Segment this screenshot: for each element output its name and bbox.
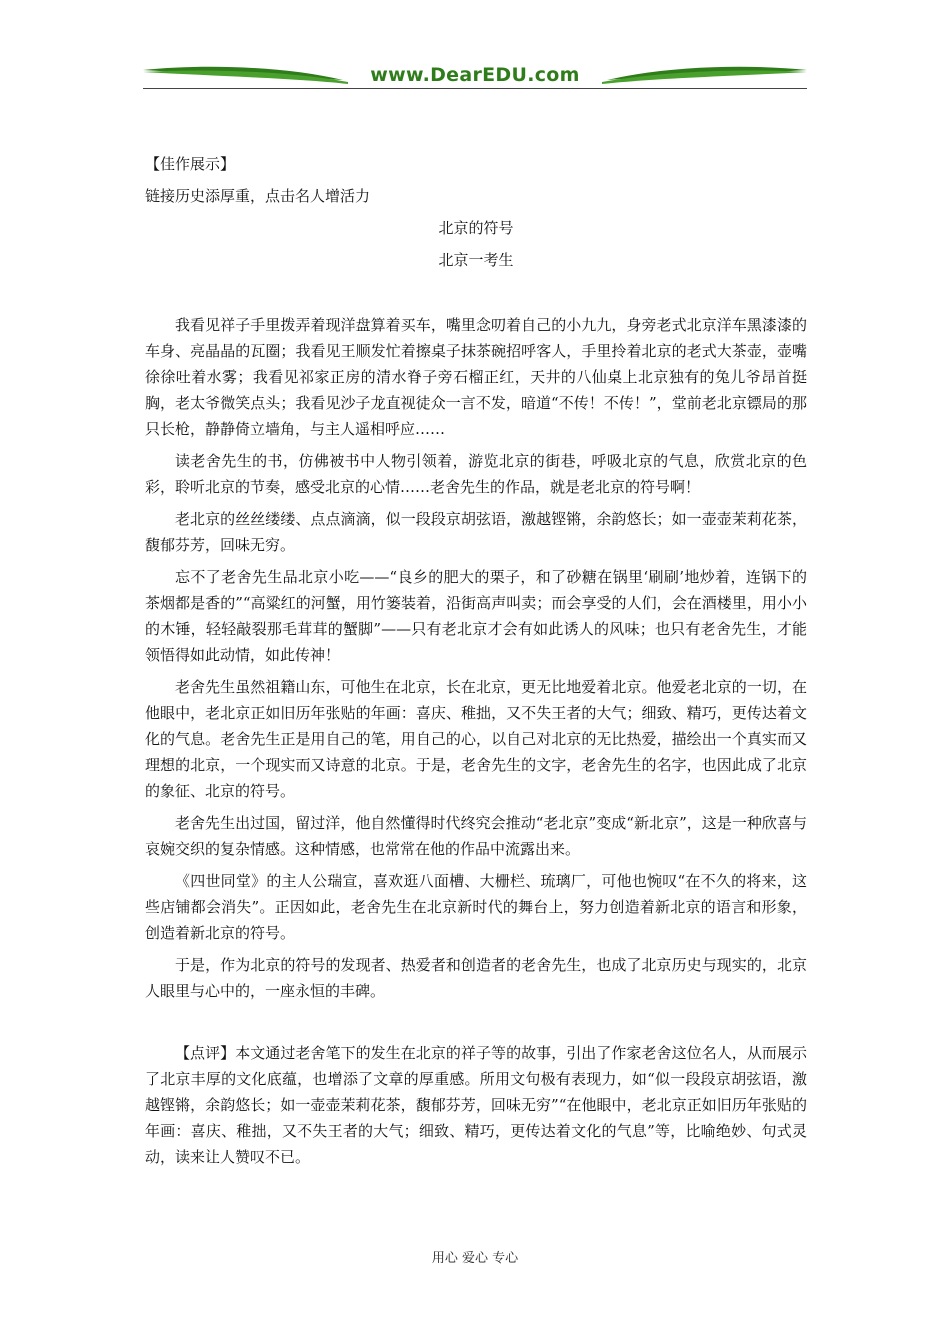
article-title: 北京的符号: [438, 219, 514, 237]
footer-motto: 用心 爱心 专心: [431, 1251, 519, 1266]
site-logo-text: www.DearEDU.com: [370, 64, 580, 86]
article-paragraph-7: 《四世同堂》的主人公瑞宣，喜欢逛八面槽、大栅栏、琉璃厂，可他也惋叹“在不久的将来，这些店铺都会消失”。正因如此，老舍先生在北京新时代的舞台上，努力创造着新北京的语言和形象，创造着新北京的符号。: [145, 872, 807, 942]
header-divider: [143, 88, 807, 89]
spacer: [145, 1010, 807, 1040]
section-label: 【佳作展示】: [145, 155, 236, 173]
article-paragraph-3: 老北京的丝丝缕缕、点点滴滴，似一段段京胡弦语，激越铿锵，余韵悠长；如一壶壶茉莉花茶，馥郁芬芳，回味无穷。: [145, 510, 807, 554]
article: [145, 148, 807, 1176]
spacer: [145, 276, 807, 312]
article-paragraph-4: 忘不了老舍先生品北京小吃——“良乡的肥大的栗子，和了砂糖在锅里‘刷刷’地炒着，连锅下的茶烟都是香的”“高粱红的河蟹，用竹篓装着，沿街高声叫卖；而会享受的人们，会在酒楼里，用小小的木锤，轻轻敲裂那毛茸茸的蟹脚”——只有老北京才会有如此诱人的风味；也只有老舍先生，才能领悟得如此动情，如此传神！: [145, 568, 807, 664]
article-paragraph-2: 读老舍先生的书，仿佛被书中人物引领着，游览北京的街巷，呼吸北京的气息，欣赏北京的色彩，聆听北京的节奏，感受北京的心情……老舍先生的作品，就是老北京的符号啊！: [145, 452, 807, 496]
article-paragraph-8: 于是，作为北京的符号的发现者、热爱者和创造者的老舍先生，也成了北京历史与现实的，北京人眼里与心中的，一座永恒的丰碑。: [145, 956, 807, 1000]
article-paragraph-1: 我看见祥子手里拨弄着现洋盘算着买车，嘴里念叨着自己的小九九，身旁老式北京洋车黑漆漆的车身、亮晶晶的瓦圈；我看见王顺发忙着擦桌子抹茶碗招呼客人，手里拎着北京的老式大茶壶，壶嘴徐徐吐着水雾；我看见祁家正房的清水脊子旁石榴正红，天井的八仙桌上北京独有的兔儿爷昂首挺胸，老太爷微笑点头；我看见沙子龙直视徒众一言不发，暗道“不传！不传！”，堂前老北京镖局的那只长枪，静静倚立墙角，与主人遥相呼应……: [145, 316, 807, 438]
article-paragraph-5: 老舍先生虽然祖籍山东，可他生在北京，长在北京，更无比地爱着北京。他爱老北京的一切，在他眼中，老北京正如旧历年张贴的年画：喜庆、稚拙，又不失王者的大气；细致、精巧，更传达着文化的气息。老舍先生正是用自己的笔，用自己的心，以自己对北京的无比热爱，描绘出一个真实而又理想的北京，一个现实而又诗意的北京。于是，老舍先生的文字，老舍先生的名字，也因此成了北京的象征、北京的符号。: [145, 678, 807, 800]
article-author: 北京一考生: [438, 251, 514, 269]
article-subtitle: 链接历史添厚重，点击名人增活力: [145, 187, 371, 205]
comment-paragraph: 【点评】本文通过老舍笔下的发生在北京的祥子等的故事，引出了作家老舍这位名人，从而展示了北京丰厚的文化底蕴，也增添了文章的厚重感。所用文句极有表现力，如“似一段段京胡弦语，激越铿锵，余韵悠长；如一壶壶茉莉花茶，馥郁芬芳，回味无穷”“在他眼中，老北京正如旧历年张贴的年画：喜庆、稚拙，又不失王者的大气；细致、精巧，更传达着文化的气息”等，比喻绝妙、句式灵动，读来让人赞叹不已。: [145, 1044, 807, 1166]
site-header: [143, 58, 807, 92]
article-paragraph-6: 老舍先生出过国，留过洋，他自然懂得时代终究会推动“老北京”变成“新北京”，这是一种欣喜与哀婉交织的复杂情感。这种情感，也常常在他的作品中流露出来。: [145, 814, 807, 858]
